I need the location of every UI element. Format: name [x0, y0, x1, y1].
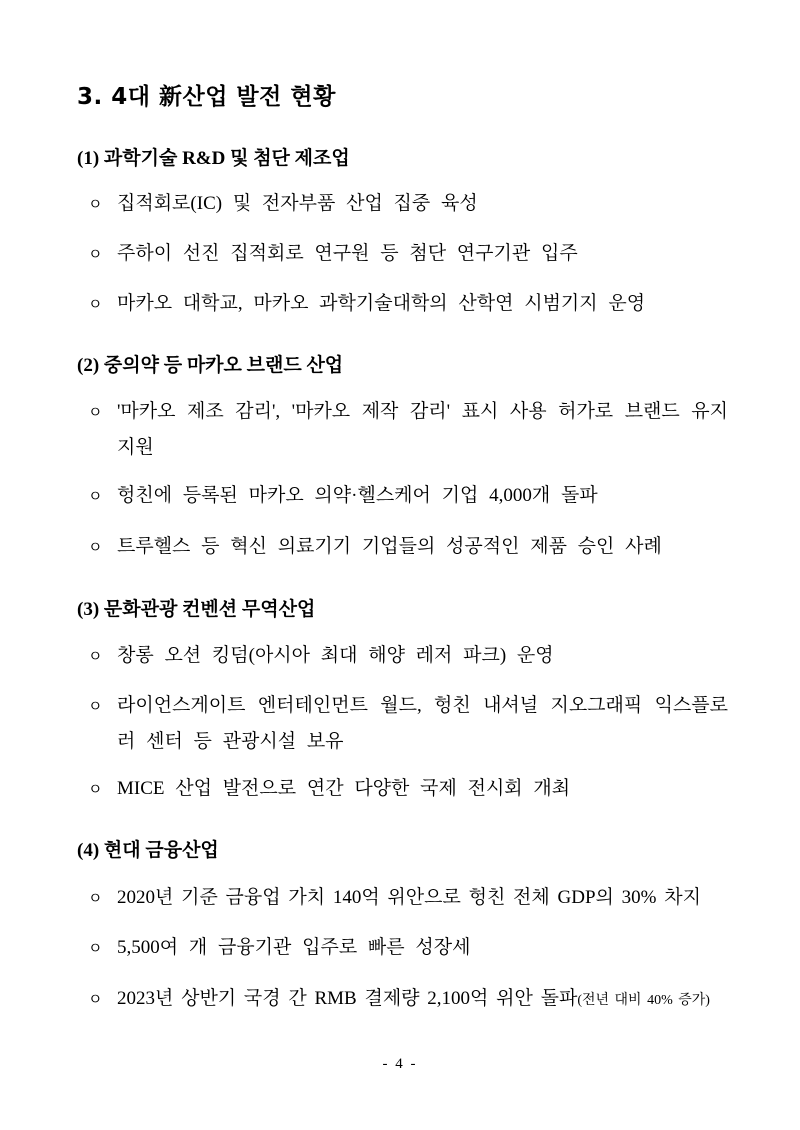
bullet-text: 주하이 선진 집적회로 연구원 등 첨단 연구기관 입주 — [117, 243, 578, 264]
bullet-text: MICE 산업 발전으로 연간 다양한 국제 전시회 개최 — [117, 778, 571, 799]
bullet-item — [88, 186, 728, 222]
bullet-item — [88, 771, 728, 807]
bullet-item — [88, 394, 728, 466]
bullet-marker: ㅇ — [88, 990, 103, 1008]
bullet-marker: ㅇ — [88, 403, 103, 421]
bullet-item — [88, 236, 728, 272]
bullet-text: 마카오 대학교, 마카오 과학기술대학의 산학연 시범기지 운영 — [117, 293, 646, 314]
bullet-marker: ㅇ — [88, 538, 103, 556]
bullet-item — [88, 981, 728, 1019]
bullet-marker: ㅇ — [88, 697, 103, 715]
bullet-text: 헝친에 등록된 마카오 의약·헬스케어 기업 4,000개 돌파 — [117, 485, 598, 506]
bullet-text: 라이언스게이트 엔터테인먼트 월드, 헝친 내셔널 지오그래픽 익스플로러 센터 등 관광시설 보유 — [117, 695, 728, 752]
bullet-marker: ㅇ — [88, 889, 103, 907]
bullet-item — [88, 880, 728, 916]
bullet-item — [88, 688, 728, 760]
bullet-marker: ㅇ — [88, 487, 103, 505]
bullet-text: '마카오 제조 감리', '마카오 제작 감리' 표시 사용 허가로 브랜드 유지 지원 — [117, 401, 728, 458]
bullet-marker: ㅇ — [88, 245, 103, 263]
bullet-text: 5,500여 개 금융기관 입주로 빠른 성장세 — [117, 937, 471, 958]
bullet-marker: ㅇ — [88, 295, 103, 313]
bullet-item — [88, 930, 728, 966]
bullet-marker: ㅇ — [88, 195, 103, 213]
section-title: 3. 4대 新산업 발전 현황 — [77, 84, 336, 110]
subsection-heading-3: (3) 문화관광 컨벤션 무역산업 — [77, 599, 316, 620]
bullet-item — [88, 529, 728, 565]
subsection-heading-4: (4) 현대 금융산업 — [77, 840, 219, 861]
bullet-item — [88, 286, 728, 322]
subsection-heading-1: (1) 과학기술 R&D 및 첨단 제조업 — [77, 148, 350, 169]
bullet-text: 집적회로(IC) 및 전자부품 산업 집중 육성 — [117, 193, 478, 214]
bullet-item — [88, 638, 728, 674]
bullet-item — [88, 478, 728, 514]
bullet-text: 트루헬스 등 혁신 의료기기 기업들의 성공적인 제품 승인 사례 — [117, 536, 662, 557]
bullet-marker: ㅇ — [88, 647, 103, 665]
page-number: - 4 - — [382, 1056, 418, 1072]
bullet-marker: ㅇ — [88, 780, 103, 798]
bullet-text: 2020년 기준 금융업 가치 140억 위안으로 헝친 전체 GDP의 30% 차지 — [117, 887, 701, 908]
bullet-text: 2023년 상반기 국경 간 RMB 결제량 2,100억 위안 돌파 — [117, 988, 578, 1009]
bullet-marker: ㅇ — [88, 939, 103, 957]
bullet-note: (전년 대비 40% 증가) — [577, 993, 710, 1008]
subsection-heading-2: (2) 중의약 등 마카오 브랜드 산업 — [77, 355, 344, 376]
bullet-text: 창롱 오션 킹덤(아시아 최대 해양 레저 파크) 운영 — [117, 645, 554, 666]
